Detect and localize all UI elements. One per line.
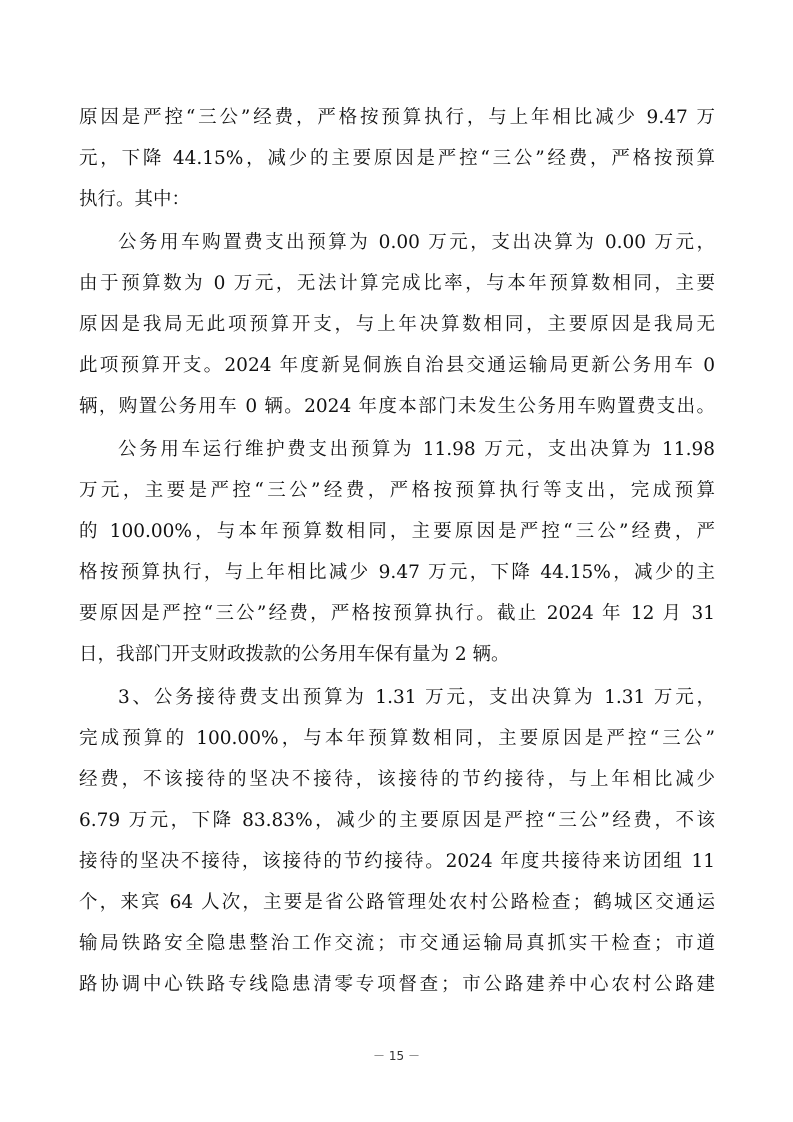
text-line: 执行。其中： <box>79 189 191 210</box>
text-line: 6.79 万元，下降 83.83%，减少的主要原因是严控“三公”经费，不该 <box>79 810 715 831</box>
text-line: 个，来宾 64 人次，主要是省公路管理处农村公路检查；鹤城区交通运 <box>79 892 715 913</box>
text-line: 由于预算数为 0 万元，无法计算完成比率，与本年预算数相同，主要 <box>79 273 715 294</box>
text-line: 接待的坚决不接待，该接待的节约接待。2024 年度共接待来访团组 11 <box>79 851 715 872</box>
text-line: 元，下降 44.15%，减少的主要原因是严控“三公”经费，严格按预算 <box>79 148 715 169</box>
text-line: 经费，不该接待的坚决不接待，该接待的节约接待，与上年相比减少 <box>79 769 715 790</box>
text-line: 要原因是严控“三公”经费，严格按预算执行。截止 2024 年 12 月 31 <box>79 603 715 624</box>
text-line: 此项预算开支。2024 年度新晃侗族自治县交通运输局更新公务用车 0 <box>79 355 715 376</box>
text-line: 辆，购置公务用车 0 辆。2024 年度本部门未发生公务用车购置费支出。 <box>79 396 715 417</box>
paragraph-first-line: 3、公务接待费支出预算为 1.31 万元，支出决算为 1.31 万元， <box>118 687 715 708</box>
text-line: 的 100.00%，与本年预算数相同，主要原因是严控“三公”经费，严 <box>79 521 715 542</box>
text-line: 路协调中心铁路专线隐患清零专项督查；市公路建养中心农村公路建 <box>79 974 715 995</box>
text-line: 原因是严控“三公”经费，严格按预算执行，与上年相比减少 9.47 万 <box>79 107 715 128</box>
text-line: 万元，主要是严控“三公”经费，严格按预算执行等支出，完成预算 <box>79 480 715 501</box>
paragraph-first-line: 公务用车购置费支出预算为 0.00 万元，支出决算为 0.00 万元， <box>118 232 715 253</box>
paragraph-first-line: 公务用车运行维护费支出预算为 11.98 万元，支出决算为 11.98 <box>118 439 715 460</box>
text-line: 日，我部门开支财政拨款的公务用车保有量为 2 辆。 <box>79 644 510 665</box>
text-line: 格按预算执行，与上年相比减少 9.47 万元，下降 44.15%，减少的主 <box>79 562 715 583</box>
text-line: 完成预算的 100.00%，与本年预算数相同，主要原因是严控“三公” <box>79 728 715 749</box>
text-line: 原因是我局无此项预算开支，与上年决算数相同，主要原因是我局无 <box>79 314 715 335</box>
page-number: － 15 － <box>373 1049 420 1063</box>
text-line: 输局铁路安全隐患整治工作交流；市交通运输局真抓实干检查；市道 <box>79 933 715 954</box>
